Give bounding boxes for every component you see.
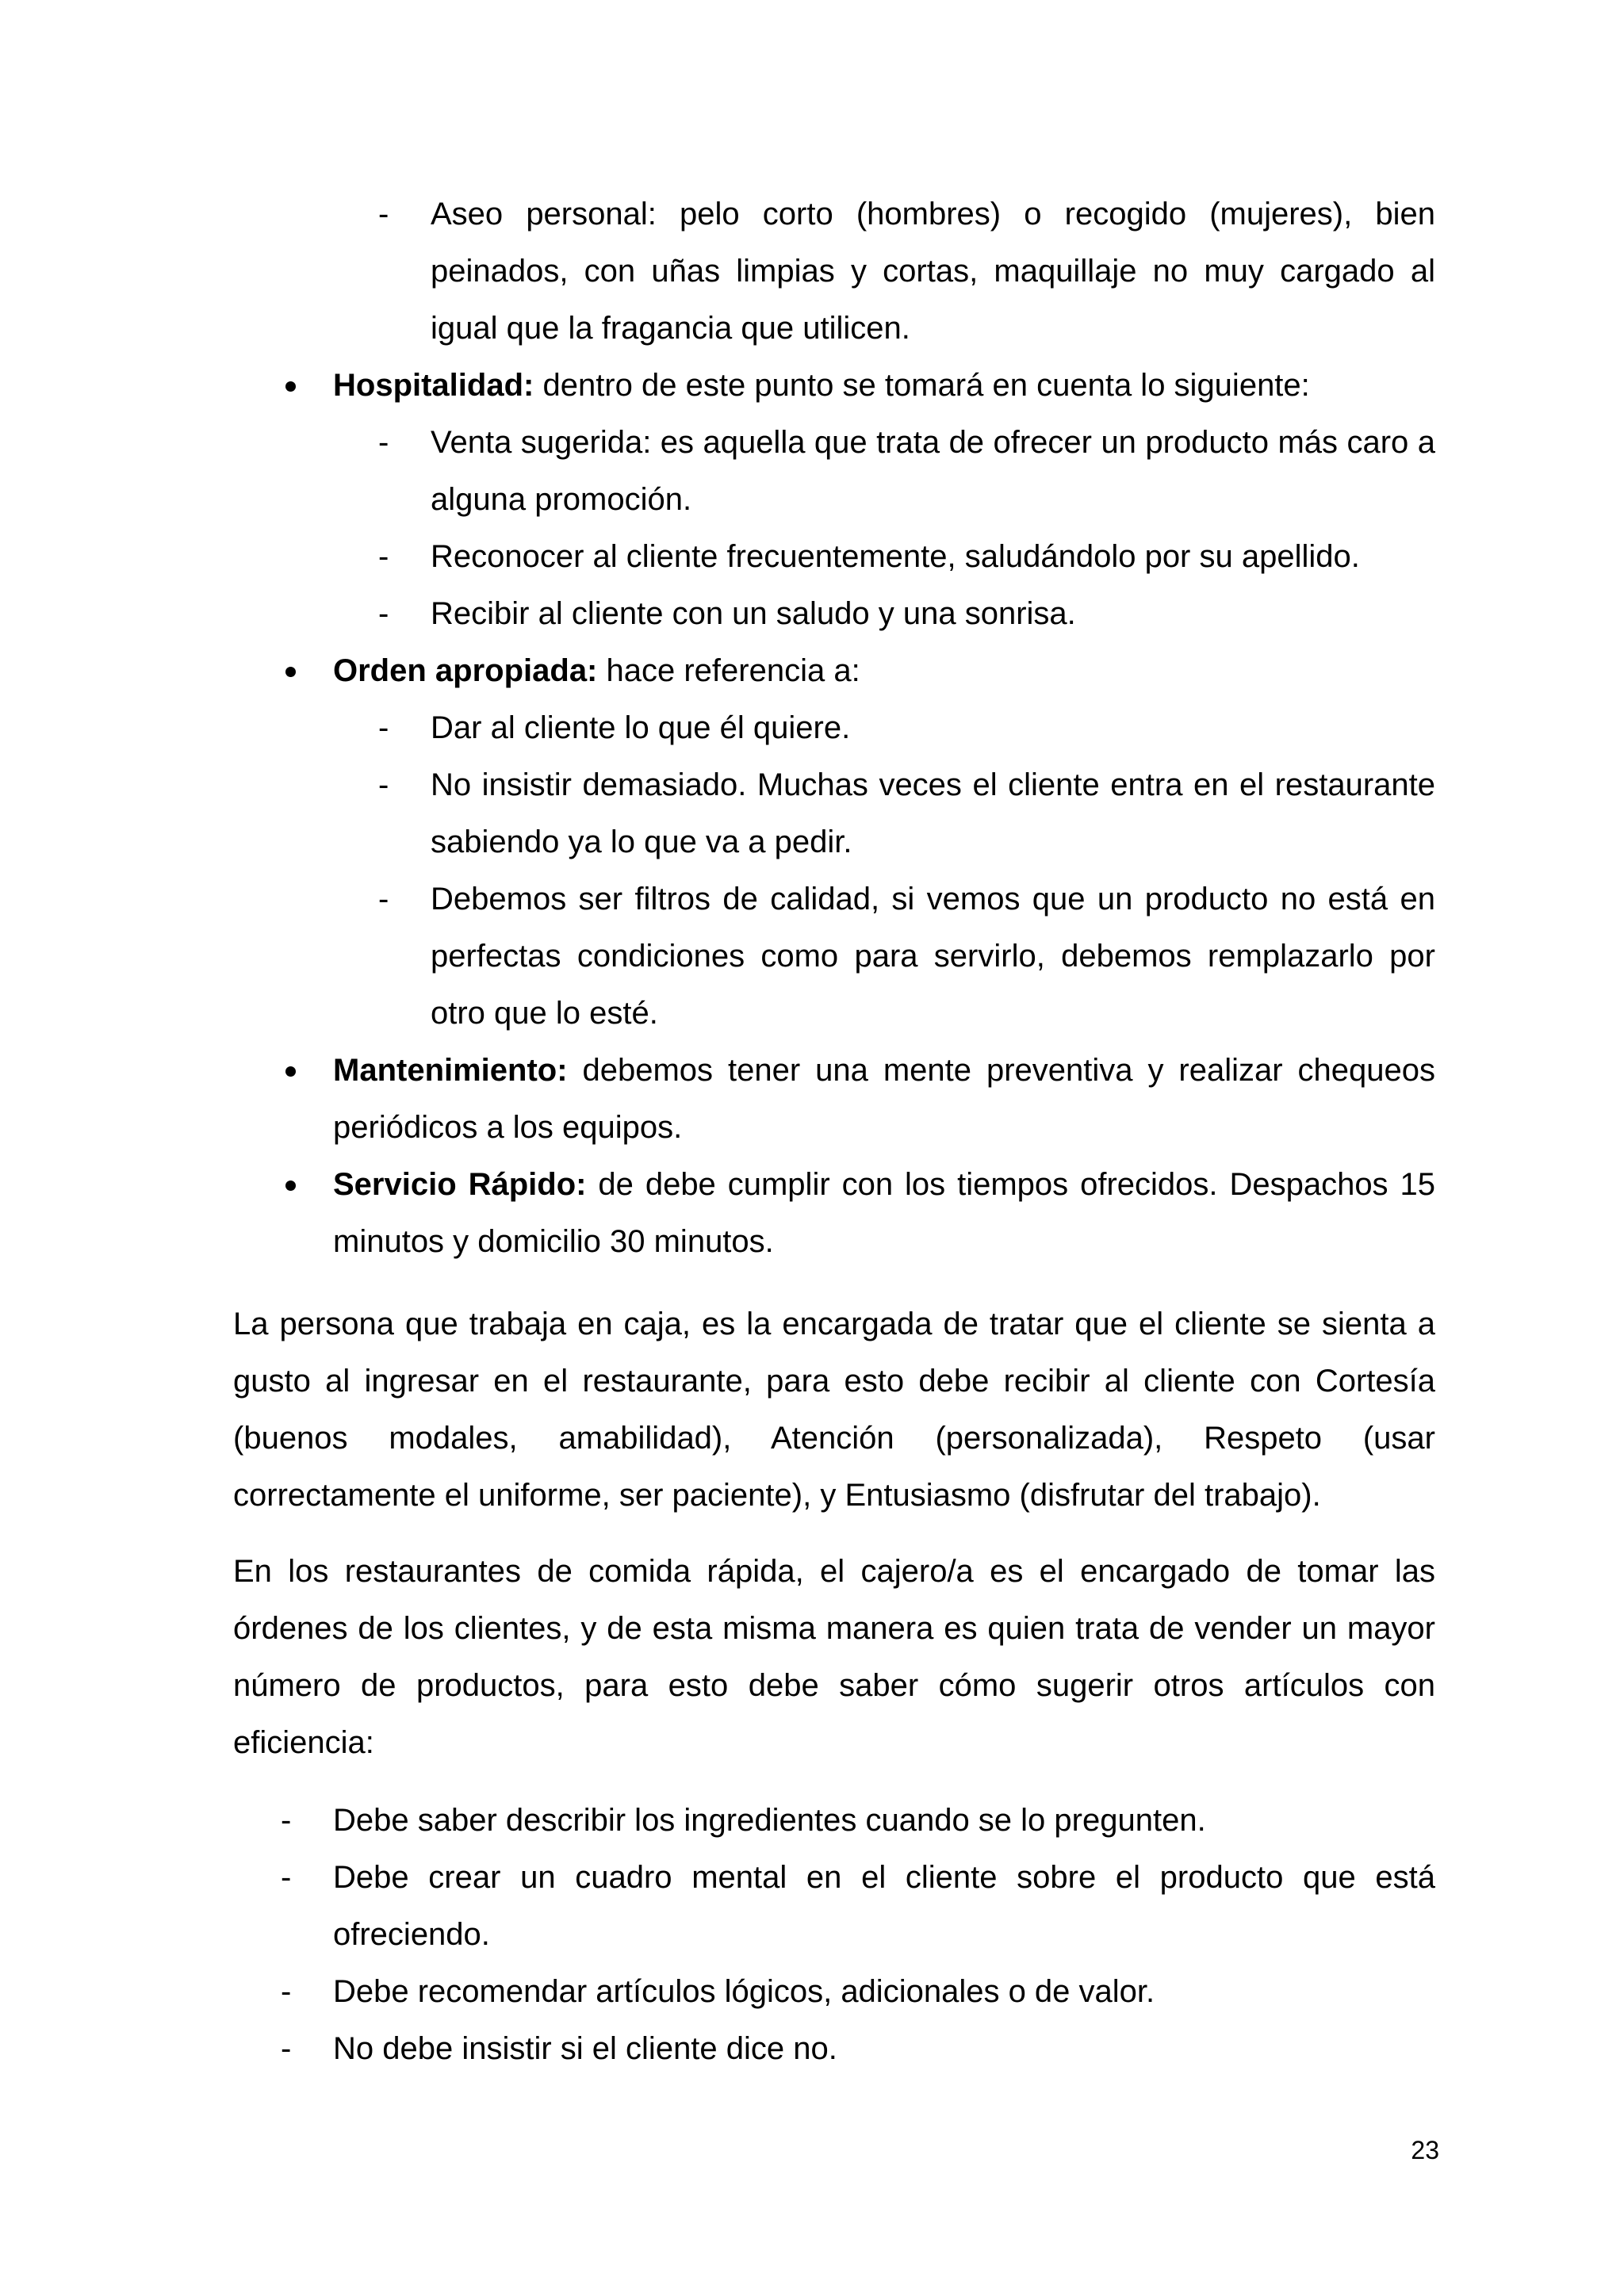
list-item-text: Debemos ser filtros de calidad, si vemos que un producto no está en perfectas condiciones como para servirlo, debemos remplazarlo por otro que lo esté. [431,882,1435,1031]
list-item-text: Aseo personal: pelo corto (hombres) o recogido (mujeres), bien peinados, con uñas limpias y cortas, maquillaje no muy cargado al igual que la fragancia que utilicen. [431,197,1435,346]
list-item-venta-sugerida [378,414,1435,528]
list-item-text: Venta sugerida: es aquella que trata de ofrecer un producto más caro a alguna promoción. [431,425,1435,517]
list-item-text: Reconocer al cliente frecuentemente, saludándolo por su apellido. [431,539,1360,574]
list-item-reconocer-cliente [378,528,1435,585]
bullet-icon [285,1181,296,1191]
bullet-icon [285,381,296,392]
dash-marker: - [378,767,389,802]
list-item-recibir-cliente [378,585,1435,642]
bullet-item-label: Hospitalidad: [333,368,534,403]
dash-marker: - [378,596,389,631]
bullet-item-label: Servicio Rápido: [333,1167,587,1202]
dash-marker: - [281,1803,292,1838]
list-item-dar-al-cliente [378,699,1435,756]
list-item-describir-ingredientes [281,1792,1435,1849]
bullet-item-label: Orden apropiada: [333,653,598,688]
bullet-icon [285,667,296,677]
list-item-filtros-calidad [378,871,1435,1042]
bullet-item-text: de debe cumplir con los tiempos ofrecidos. Despachos 15 minutos y domicilio 30 minutos. [333,1167,1435,1259]
list-item-text: Debe recomendar artículos lógicos, adicionales o de valor. [333,1974,1155,2009]
page-number: 23 [1411,2136,1439,2164]
list-item-aseo-personal [378,186,1435,357]
dash-marker: - [281,1974,292,2009]
dash-marker: - [281,2031,292,2066]
dash-marker: - [378,882,389,916]
dash-marker: - [378,710,389,745]
list-item-text: Debe crear un cuadro mental en el cliente sobre el producto que está ofreciendo. [333,1860,1435,1952]
list-item-text: Debe saber describir los ingredientes cuando se lo pregunten. [333,1803,1206,1838]
dash-marker: - [378,425,389,460]
bullet-item-text: debemos tener una mente preventiva y realizar chequeos periódicos a los equipos. [333,1053,1435,1145]
list-item-text: Dar al cliente lo que él quiere. [431,710,851,745]
list-item-recomendar-articulos [281,1963,1435,2020]
bullet-icon [285,1066,296,1077]
list-item-text: Recibir al cliente con un saludo y una sonrisa. [431,596,1076,631]
bullet-item-servicio-rapido [333,1156,1435,1270]
list-item-no-insistir [378,756,1435,871]
paragraph-comida-rapida: En los restaurantes de comida rápida, el cajero/a es el encargado de tomar las órdenes de los clientes, y de esta misma manera es quien trata de vender un mayor número de productos, para esto debe saber cómo sugerir otros artículos con eficiencia: [233,1554,1435,1760]
dash-marker: - [281,1860,292,1895]
bullet-item-orden-apropiada [333,642,1435,699]
list-item-text: No debe insistir si el cliente dice no. [333,2031,837,2066]
list-item-cuadro-mental [281,1849,1435,1963]
bullet-item-hospitalidad [333,357,1435,414]
paragraph-caja: La persona que trabaja en caja, es la encargada de tratar que el cliente se sienta a gusto al ingresar en el restaurante, para esto debe recibir al cliente con Cortesía (buenos modales, amabilidad), Atención (personalizada), Respeto (usar correctamente el uniforme, ser paciente), y Entusiasmo (disfrutar del trabajo). [233,1307,1435,1513]
bullet-item-text: dentro de este punto se tomará en cuenta lo siguiente: [534,368,1310,403]
dash-marker: - [378,197,389,232]
bullet-item-label: Mantenimiento: [333,1053,568,1088]
list-item-no-insistir-cliente [281,2020,1435,2077]
bullet-item-text: hace referencia a: [597,653,860,688]
dash-marker: - [378,539,389,574]
bullet-item-mantenimiento [333,1042,1435,1156]
list-item-text: No insistir demasiado. Muchas veces el cliente entra en el restaurante sabiendo ya lo que va a pedir. [431,767,1435,859]
